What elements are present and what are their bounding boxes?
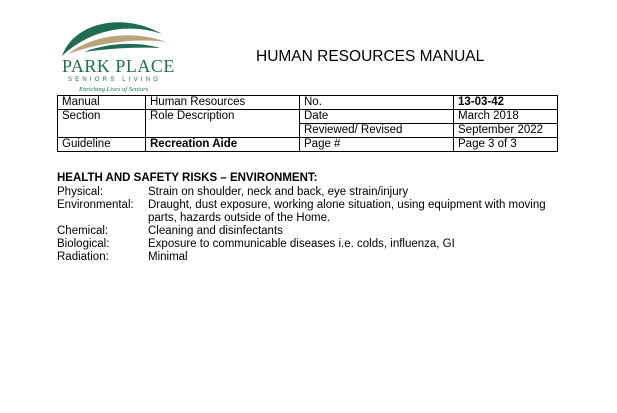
risk-label: Environmental: xyxy=(57,199,134,211)
section-heading: HEALTH AND SAFETY RISKS – ENVIRONMENT: xyxy=(57,172,318,184)
table-cell xyxy=(58,124,146,138)
logo-subtitle: SENIORS LIVING xyxy=(68,77,162,83)
table-cell: 13-03-42 xyxy=(454,96,558,110)
table-row xyxy=(58,138,558,152)
table-cell: No. xyxy=(300,96,454,110)
table-row xyxy=(58,124,558,138)
list-item xyxy=(57,251,567,264)
risk-value: Draught, dust exposure, working alone situation, using equipment with moving parts, hazards outside of the Home. xyxy=(148,199,546,224)
list-item xyxy=(57,186,567,199)
document-title: HUMAN RESOURCES MANUAL xyxy=(256,48,485,65)
table-cell: Manual xyxy=(58,96,146,110)
table-cell: Guideline xyxy=(58,138,146,152)
table-row xyxy=(58,110,558,124)
table-cell: Role Description xyxy=(146,110,300,124)
risk-value: Strain on shoulder, neck and back, eye strain/injury xyxy=(148,186,409,198)
logo-tagline: Enriching Lives of Seniors xyxy=(79,86,149,93)
table-row xyxy=(58,96,558,110)
list-item xyxy=(57,225,567,238)
list-item xyxy=(57,238,567,251)
risk-value: Exposure to communicable diseases i.e. colds, influenza, GI xyxy=(148,238,455,250)
health-safety-section xyxy=(57,172,567,264)
table-cell: Section xyxy=(58,110,146,124)
table-cell: Date xyxy=(300,110,454,124)
logo-swoosh-icon xyxy=(54,12,184,62)
risk-label: Radiation: xyxy=(57,251,109,263)
table-cell: March 2018 xyxy=(454,110,558,124)
risk-label: Chemical: xyxy=(57,225,109,237)
document-info-table xyxy=(57,95,558,152)
table-cell: Page 3 of 3 xyxy=(454,138,558,152)
table-cell: September 2022 xyxy=(454,124,558,138)
risk-value: Cleaning and disinfectants xyxy=(148,225,283,237)
risk-label: Biological: xyxy=(57,238,110,250)
table-cell: Recreation Aide xyxy=(146,138,300,152)
table-cell xyxy=(146,124,300,138)
logo-name: PARK PLACE xyxy=(62,56,175,76)
table-cell: Human Resources xyxy=(146,96,300,110)
risk-value: Minimal xyxy=(148,251,188,263)
list-item xyxy=(57,199,567,225)
park-place-logo xyxy=(54,12,184,94)
table-cell: Page # xyxy=(300,138,454,152)
table-cell: Reviewed/ Revised xyxy=(300,124,454,138)
risk-label: Physical: xyxy=(57,186,104,198)
